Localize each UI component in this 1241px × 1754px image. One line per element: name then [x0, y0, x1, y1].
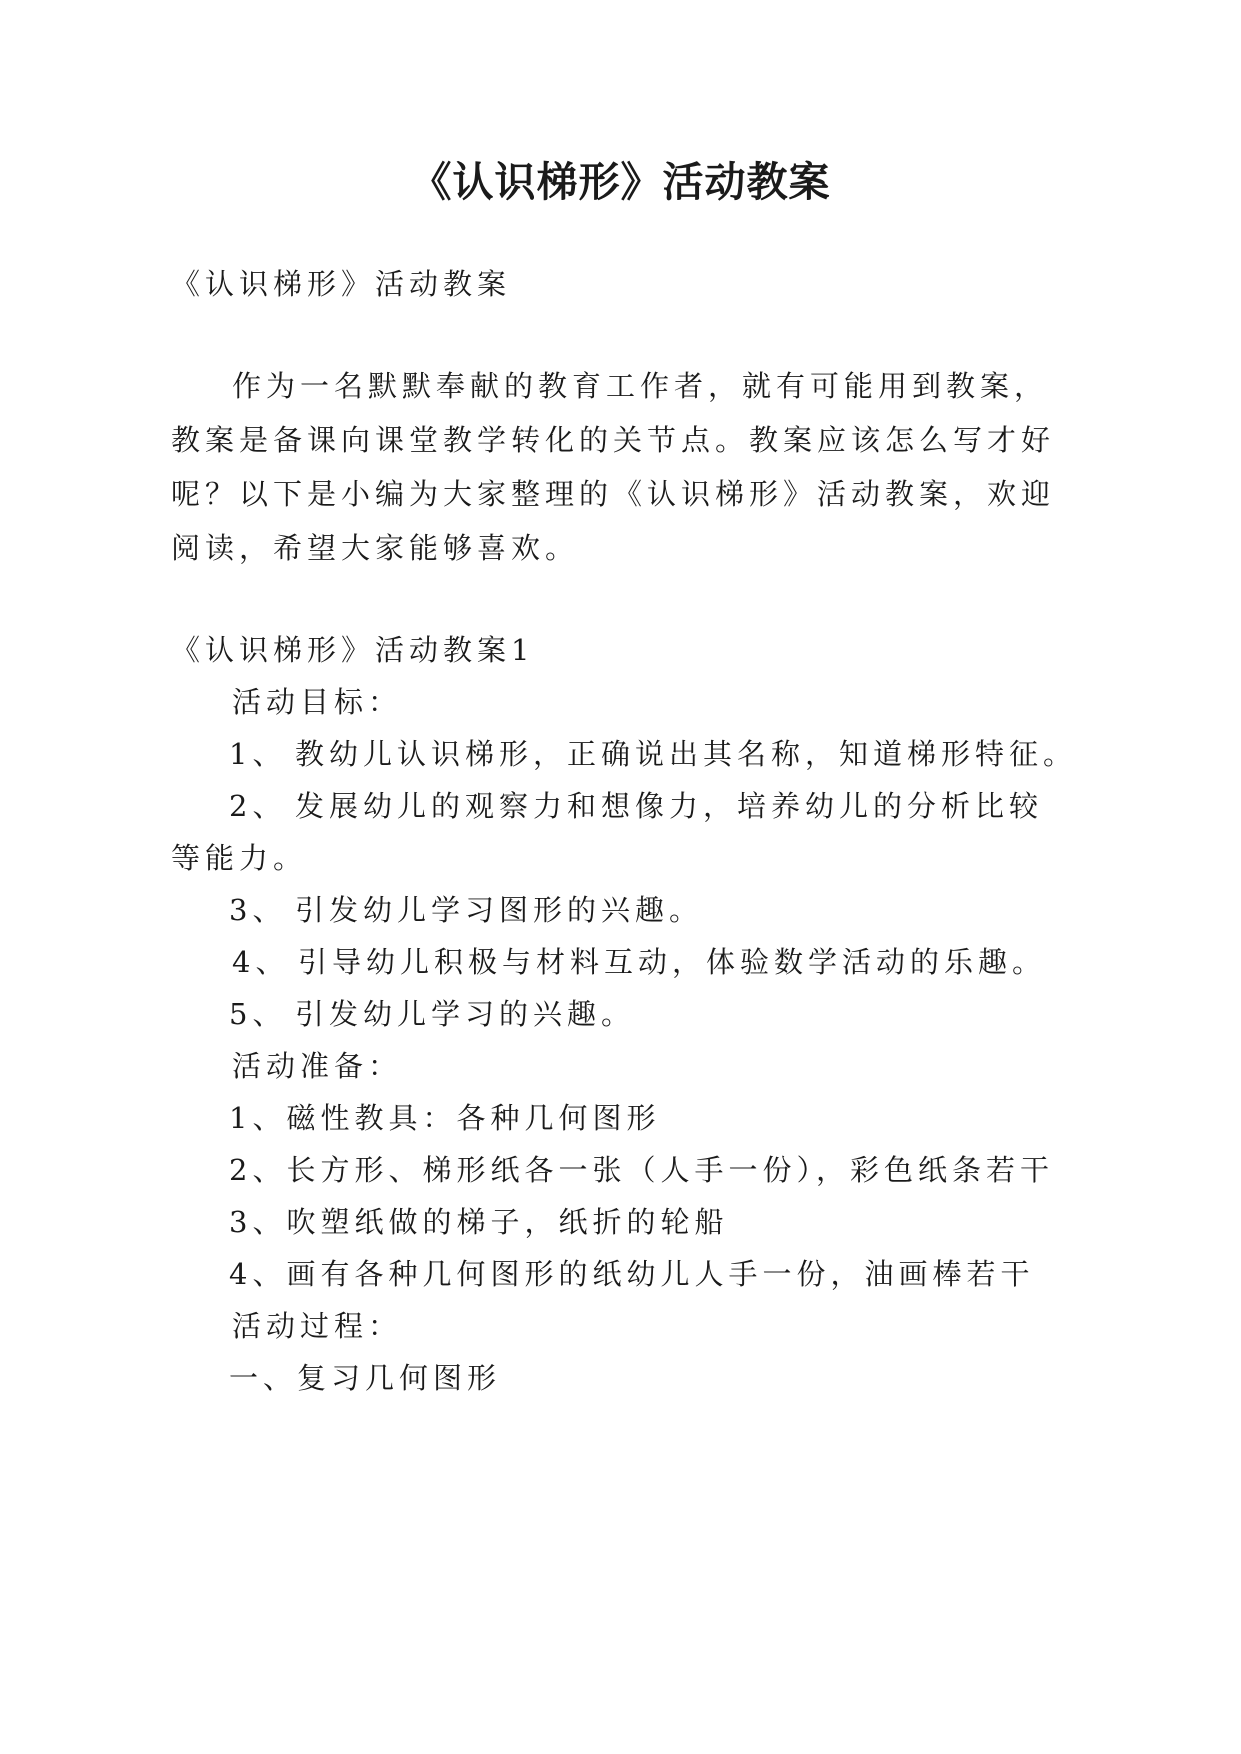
prep-item-1: 1、磁性教具：各种几何图形: [229, 1101, 661, 1135]
prep-item-3: 3、吹塑纸做的梯子，纸折的轮船: [229, 1205, 729, 1239]
prep-item-4: 4、画有各种几何图形的纸幼儿人手一份，油画棒若干: [229, 1257, 1035, 1291]
process-heading: 活动过程：: [232, 1309, 403, 1343]
intro-line-4: 阅读，希望大家能够喜欢。: [171, 531, 580, 565]
intro-line-3: 呢？以下是小编为大家整理的《认识梯形》活动教案，欢迎: [171, 477, 1056, 511]
document-title: 《认识梯形》活动教案: [410, 158, 831, 206]
goal-text: 引发幼儿学习的兴趣。: [295, 997, 636, 1031]
goal-item-3: [229, 888, 703, 932]
goal-number: 3、: [229, 893, 287, 927]
goal-item-2-continued: 等能力。: [171, 841, 308, 875]
goal-item-5: [229, 992, 635, 1036]
goal-item-4: [232, 940, 1046, 984]
goal-number: 1、: [229, 737, 287, 771]
process-item-1: 一、复习几何图形: [229, 1361, 502, 1395]
goals-heading: 活动目标：: [232, 685, 403, 719]
goal-item-1: [229, 732, 1077, 776]
intro-line-2: 教案是备课向课堂教学转化的关节点。教案应该怎么写才好: [171, 423, 1056, 457]
prep-item-2: 2、长方形、梯形纸各一张（人手一份），彩色纸条若干: [229, 1153, 1054, 1187]
goal-number: 2、: [229, 789, 287, 823]
intro-line-1: 作为一名默默奉献的教育工作者，就有可能用到教案，: [232, 369, 1049, 403]
goal-item-2: [229, 784, 1043, 828]
goal-text: 教幼儿认识梯形，正确说出其名称，知道梯形特征。: [295, 737, 1078, 771]
goal-number: 4、: [232, 945, 290, 979]
goal-text: 引导幼儿积极与材料互动，体验数学活动的乐趣。: [298, 945, 1047, 979]
prep-heading: 活动准备：: [232, 1049, 403, 1083]
section-heading: 《认识梯形》活动教案1: [171, 633, 535, 667]
goal-text: 引发幼儿学习图形的兴趣。: [295, 893, 704, 927]
goal-number: 5、: [229, 997, 287, 1031]
document-subtitle: 《认识梯形》活动教案: [171, 267, 512, 301]
goal-text: 发展幼儿的观察力和想像力，培养幼儿的分析比较: [295, 789, 1044, 823]
